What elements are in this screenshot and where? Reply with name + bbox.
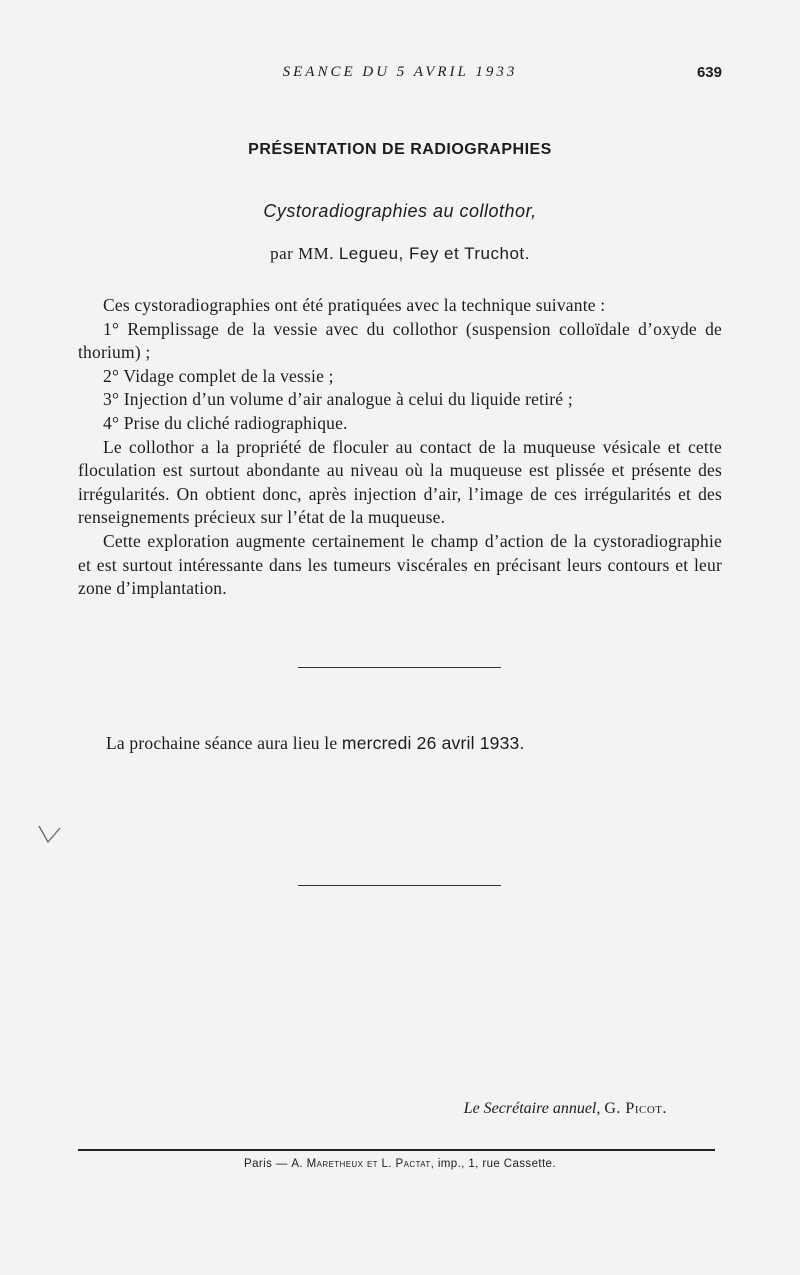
printer-city: Paris — — [244, 1158, 292, 1170]
running-title: SEANCE DU 5 AVRIL 1933 — [282, 64, 518, 80]
paragraph: Ces cystoradiographies ont été pratiquées avec la technique suivante : — [103, 295, 606, 315]
section-divider — [298, 885, 501, 886]
signature-name: G. Picot. — [604, 1100, 667, 1117]
article-body — [78, 294, 722, 601]
printer-imprint — [0, 1158, 800, 1170]
byline-prefix: par MM. — [270, 244, 339, 263]
printer-names: A. Maretheux et L. Pactat, — [291, 1158, 435, 1170]
signature-role: Le Secrétaire annuel, — [463, 1100, 601, 1117]
running-head — [0, 64, 800, 86]
byline — [0, 244, 800, 264]
paragraph: 2° Vidage complet de la vessie ; — [103, 365, 334, 386]
paragraph: 4° Prise du cliché radiographique. — [103, 412, 348, 433]
printer-address: imp., 1, rue Cassette. — [434, 1158, 556, 1170]
paragraph: 1° Remplissage de la vessie avec du collothor (suspension colloïdale d’oxyde de thorium) ; — [78, 318, 722, 363]
byline-authors: Legueu, Fey et Truchot. — [338, 244, 530, 263]
check-mark-icon — [38, 822, 64, 848]
next-meeting-date: mercredi 26 avril 1933. — [341, 733, 525, 753]
paragraph: Cette exploration augmente certainement le champ d’action de la cystoradiographie et est surtout intéressante dans les tumeurs viscérales en précisant leurs contours et leur zone d’implantation. — [78, 530, 722, 599]
footer-rule — [78, 1149, 715, 1151]
next-meeting-notice — [106, 733, 525, 754]
signature — [464, 1100, 667, 1118]
paragraph: 3° Injection d’un volume d’air analogue à celui du liquide retiré ; — [103, 389, 573, 410]
section-heading: PRÉSENTATION DE RADIOGRAPHIES — [248, 141, 552, 158]
paragraph: Le collothor a la propriété de floculer au contact de la muqueuse vésicale et cette floculation est surtout abondante au niveau où la muqueuse est plissée et présente des irrégularités. On obtient donc, après injection d’air, l’image de ces irrégularités et des renseignements précieux sur l’état de la muqueuse. — [78, 436, 722, 528]
page-number: 639 — [696, 64, 722, 81]
next-meeting-text: La prochaine séance aura lieu le — [106, 733, 342, 753]
section-divider — [298, 667, 501, 668]
article-title: Cystoradiographies au collothor, — [263, 201, 537, 221]
